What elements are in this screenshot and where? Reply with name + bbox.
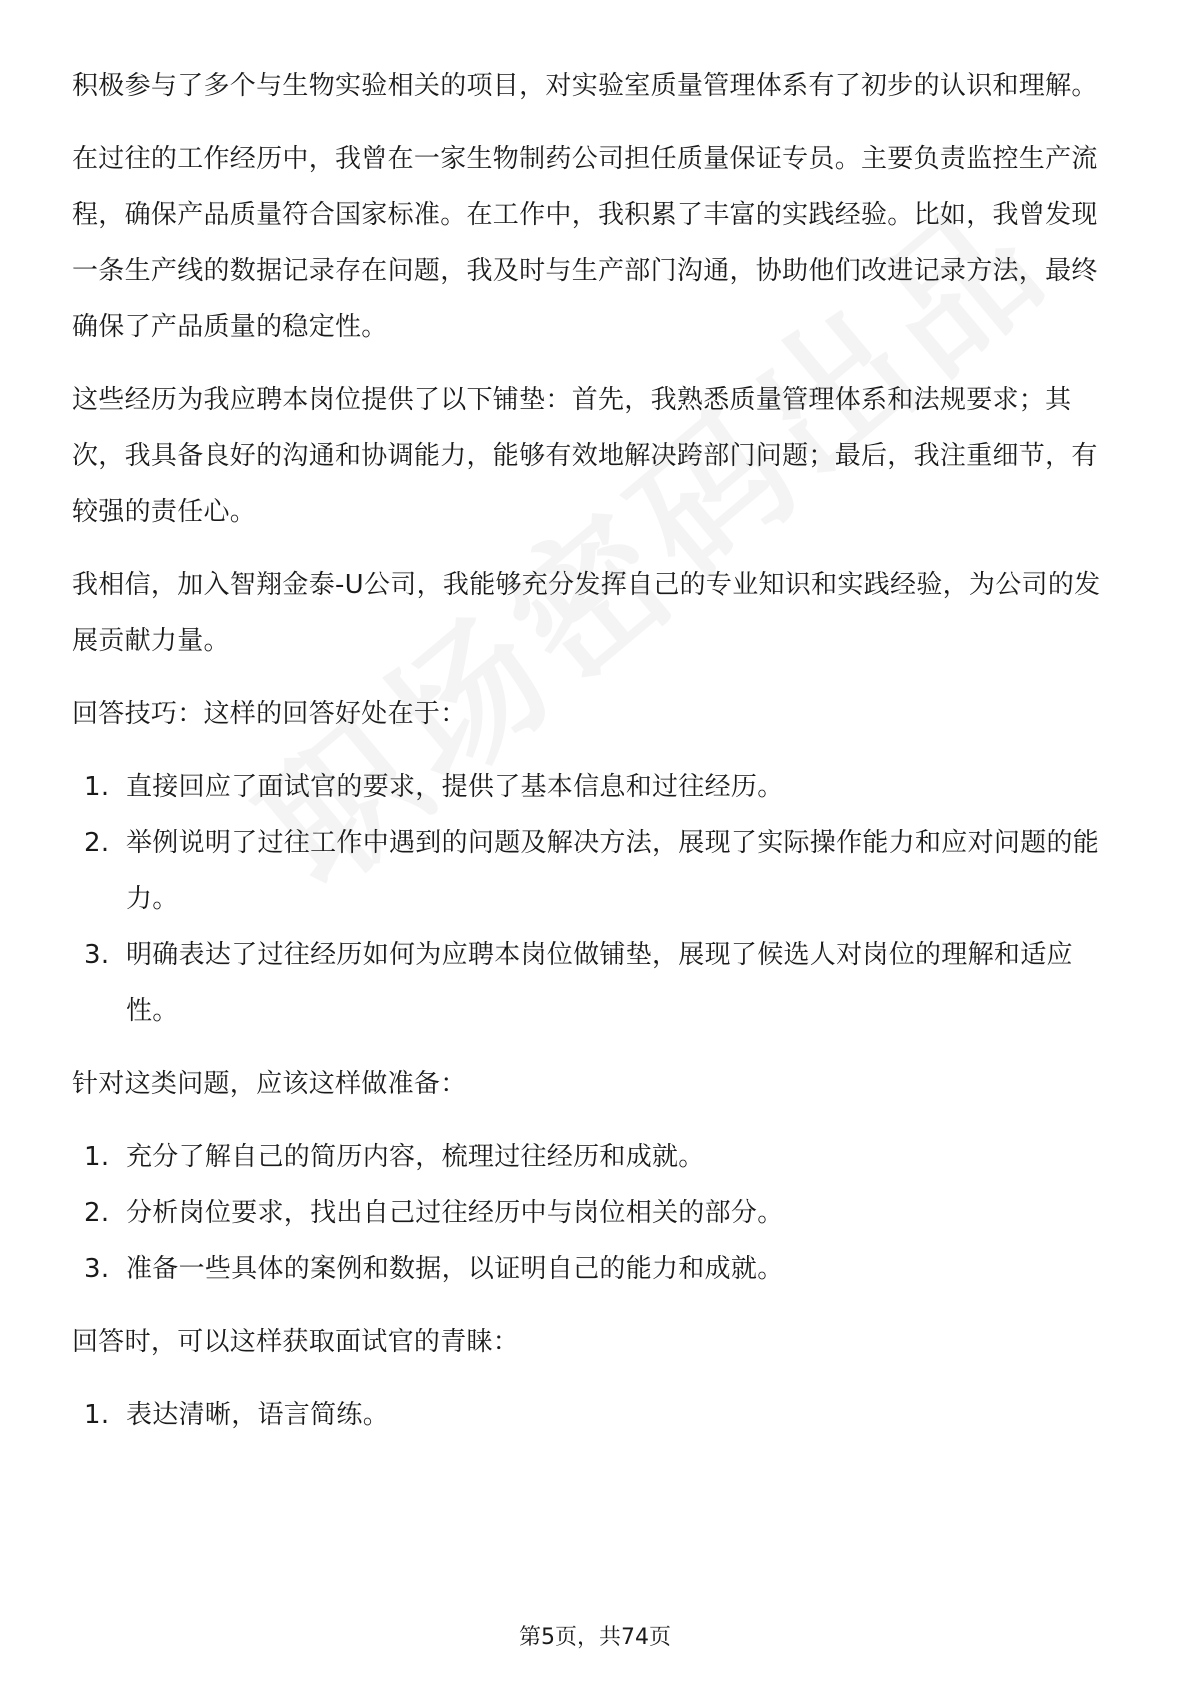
page-number: 第5页，共74页 bbox=[519, 1625, 671, 1650]
heading-answer-tips: 回答技巧：这样的回答好处在于： bbox=[72, 699, 467, 729]
list-item bbox=[72, 927, 1122, 1039]
list-item-text: 准备一些具体的案例和数据，以证明自己的能力和成就。 bbox=[126, 1254, 784, 1284]
list-item-number: 1. bbox=[84, 1142, 110, 1172]
list-item-number: 3. bbox=[84, 940, 110, 970]
list-item-number: 2. bbox=[84, 828, 110, 858]
list-item bbox=[72, 1241, 1122, 1297]
list-item-number: 3. bbox=[84, 1254, 110, 1284]
paragraph-work-experience: 在过往的工作经历中，我曾在一家生物制药公司担任质量保证专员。主要负责监控生产流程，确保产品质量符合国家标准。在工作中，我积累了丰富的实践经验。比如，我曾发现一条生产线的数据记录存在问题，我及时与生产部门沟通，协助他们改进记录方法，最终确保了产品质量的稳定性。 bbox=[72, 144, 1098, 342]
list-item bbox=[72, 1387, 1122, 1443]
preparation-list bbox=[72, 1129, 1122, 1297]
paragraph-groundwork: 这些经历为我应聘本岗位提供了以下铺垫：首先，我熟悉质量管理体系和法规要求；其次，我具备良好的沟通和协调能力，能够有效地解决跨部门问题；最后，我注重细节，有较强的责任心。 bbox=[72, 385, 1098, 527]
list-item-number: 1. bbox=[84, 772, 110, 802]
list-item-number: 1. bbox=[84, 1400, 110, 1430]
list-item bbox=[72, 1185, 1122, 1241]
list-item-text: 明确表达了过往经历如何为应聘本岗位做铺垫，展现了候选人对岗位的理解和适应性。 bbox=[126, 940, 1073, 1026]
list-item-text: 表达清晰，语言简练。 bbox=[126, 1400, 390, 1430]
list-item-text: 举例说明了过往工作中遇到的问题及解决方法，展现了实际操作能力和应对问题的能力。 bbox=[126, 828, 1100, 914]
paragraph-conclusion: 我相信，加入智翔金泰-U公司，我能够充分发挥自己的专业知识和实践经验，为公司的发展贡献力量。 bbox=[72, 570, 1101, 656]
list-item-text: 充分了解自己的简历内容，梳理过往经历和成就。 bbox=[126, 1142, 705, 1172]
heading-impress-interviewer: 回答时，可以这样获取面试官的青睐： bbox=[72, 1327, 520, 1357]
list-item bbox=[72, 759, 1122, 815]
heading-preparation: 针对这类问题，应该这样做准备： bbox=[72, 1069, 467, 1099]
answer-tips-list bbox=[72, 759, 1122, 1039]
list-item-text: 直接回应了面试官的要求，提供了基本信息和过往经历。 bbox=[126, 772, 784, 802]
impress-list bbox=[72, 1387, 1122, 1443]
list-item bbox=[72, 815, 1122, 927]
list-item bbox=[72, 1129, 1122, 1185]
list-item-text: 分析岗位要求，找出自己过往经历中与岗位相关的部分。 bbox=[126, 1198, 784, 1228]
document-body bbox=[72, 58, 1122, 1460]
paragraph-project-experience: 积极参与了多个与生物实验相关的项目，对实验室质量管理体系有了初步的认识和理解。 bbox=[72, 71, 1098, 101]
list-item-number: 2. bbox=[84, 1198, 110, 1228]
